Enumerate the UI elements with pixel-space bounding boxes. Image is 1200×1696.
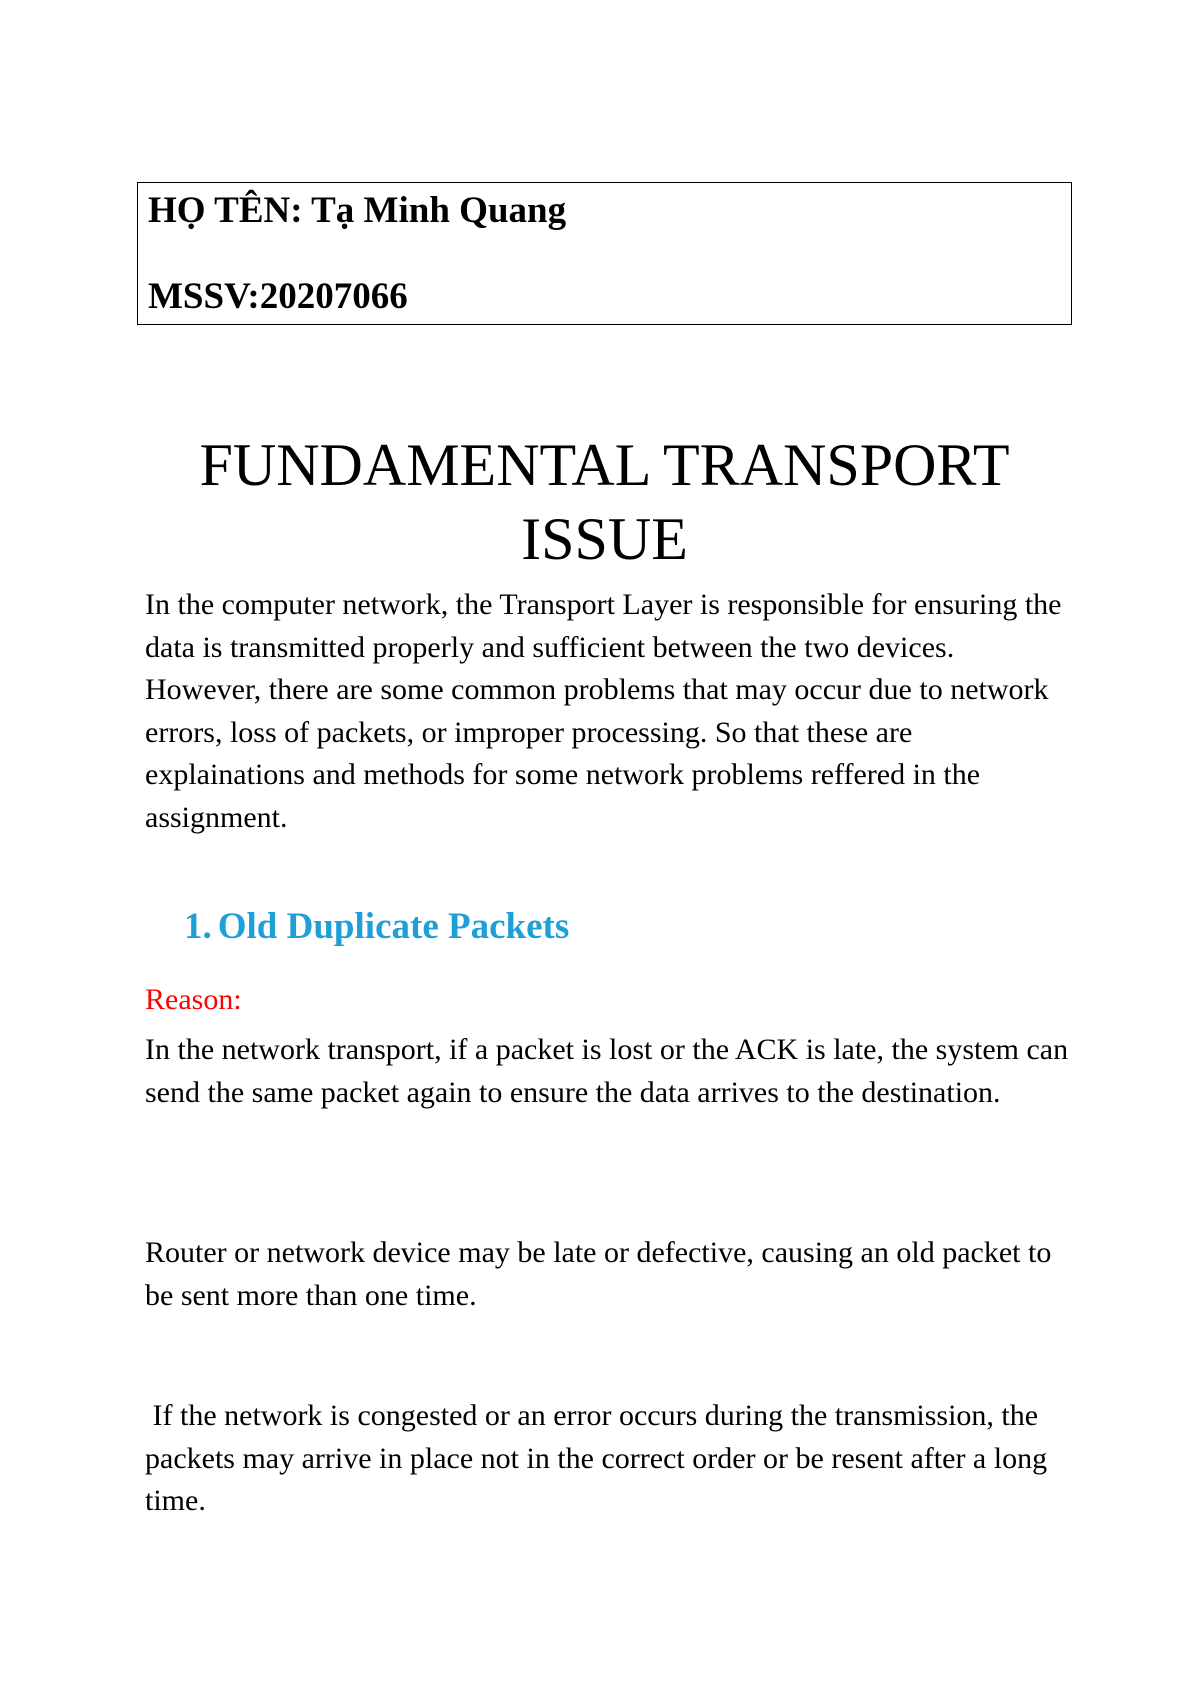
section-heading [184, 905, 569, 949]
document-title [137, 428, 1072, 576]
student-info-box [137, 182, 1072, 325]
section-number: 1. [184, 906, 212, 947]
document-title-line-2: ISSUE [521, 506, 688, 573]
student-name: HỌ TÊN: Tạ Minh Quang [148, 190, 567, 231]
intro-paragraph: In the computer network, the Transport Layer is responsible for ensuring the data is transmitted properly and sufficient between the two devices. However, there are some common problems that may occur due to network errors, loss of packets, or improper processing. So that these are explainations and methods for some network problems reffered in the assignment. [145, 588, 1062, 834]
reason-paragraph-2: Router or network device may be late or defective, causing an old packet to be sent more than one time. [145, 1236, 1052, 1312]
reason-paragraph-1: In the network transport, if a packet is lost or the ACK is late, the system can send the same packet again to ensure the data arrives to the destination. [145, 1033, 1069, 1109]
section-title: Old Duplicate Packets [217, 906, 570, 947]
document-title-line-1: FUNDAMENTAL TRANSPORT [199, 432, 1010, 499]
reason-paragraph-3: If the network is congested or an error occurs during the transmission, the packets may arrive in place not in the correct order or be resent after a long time. [145, 1399, 1055, 1518]
student-id: MSSV:20207066 [148, 276, 408, 317]
reason-label: Reason: [145, 983, 242, 1016]
